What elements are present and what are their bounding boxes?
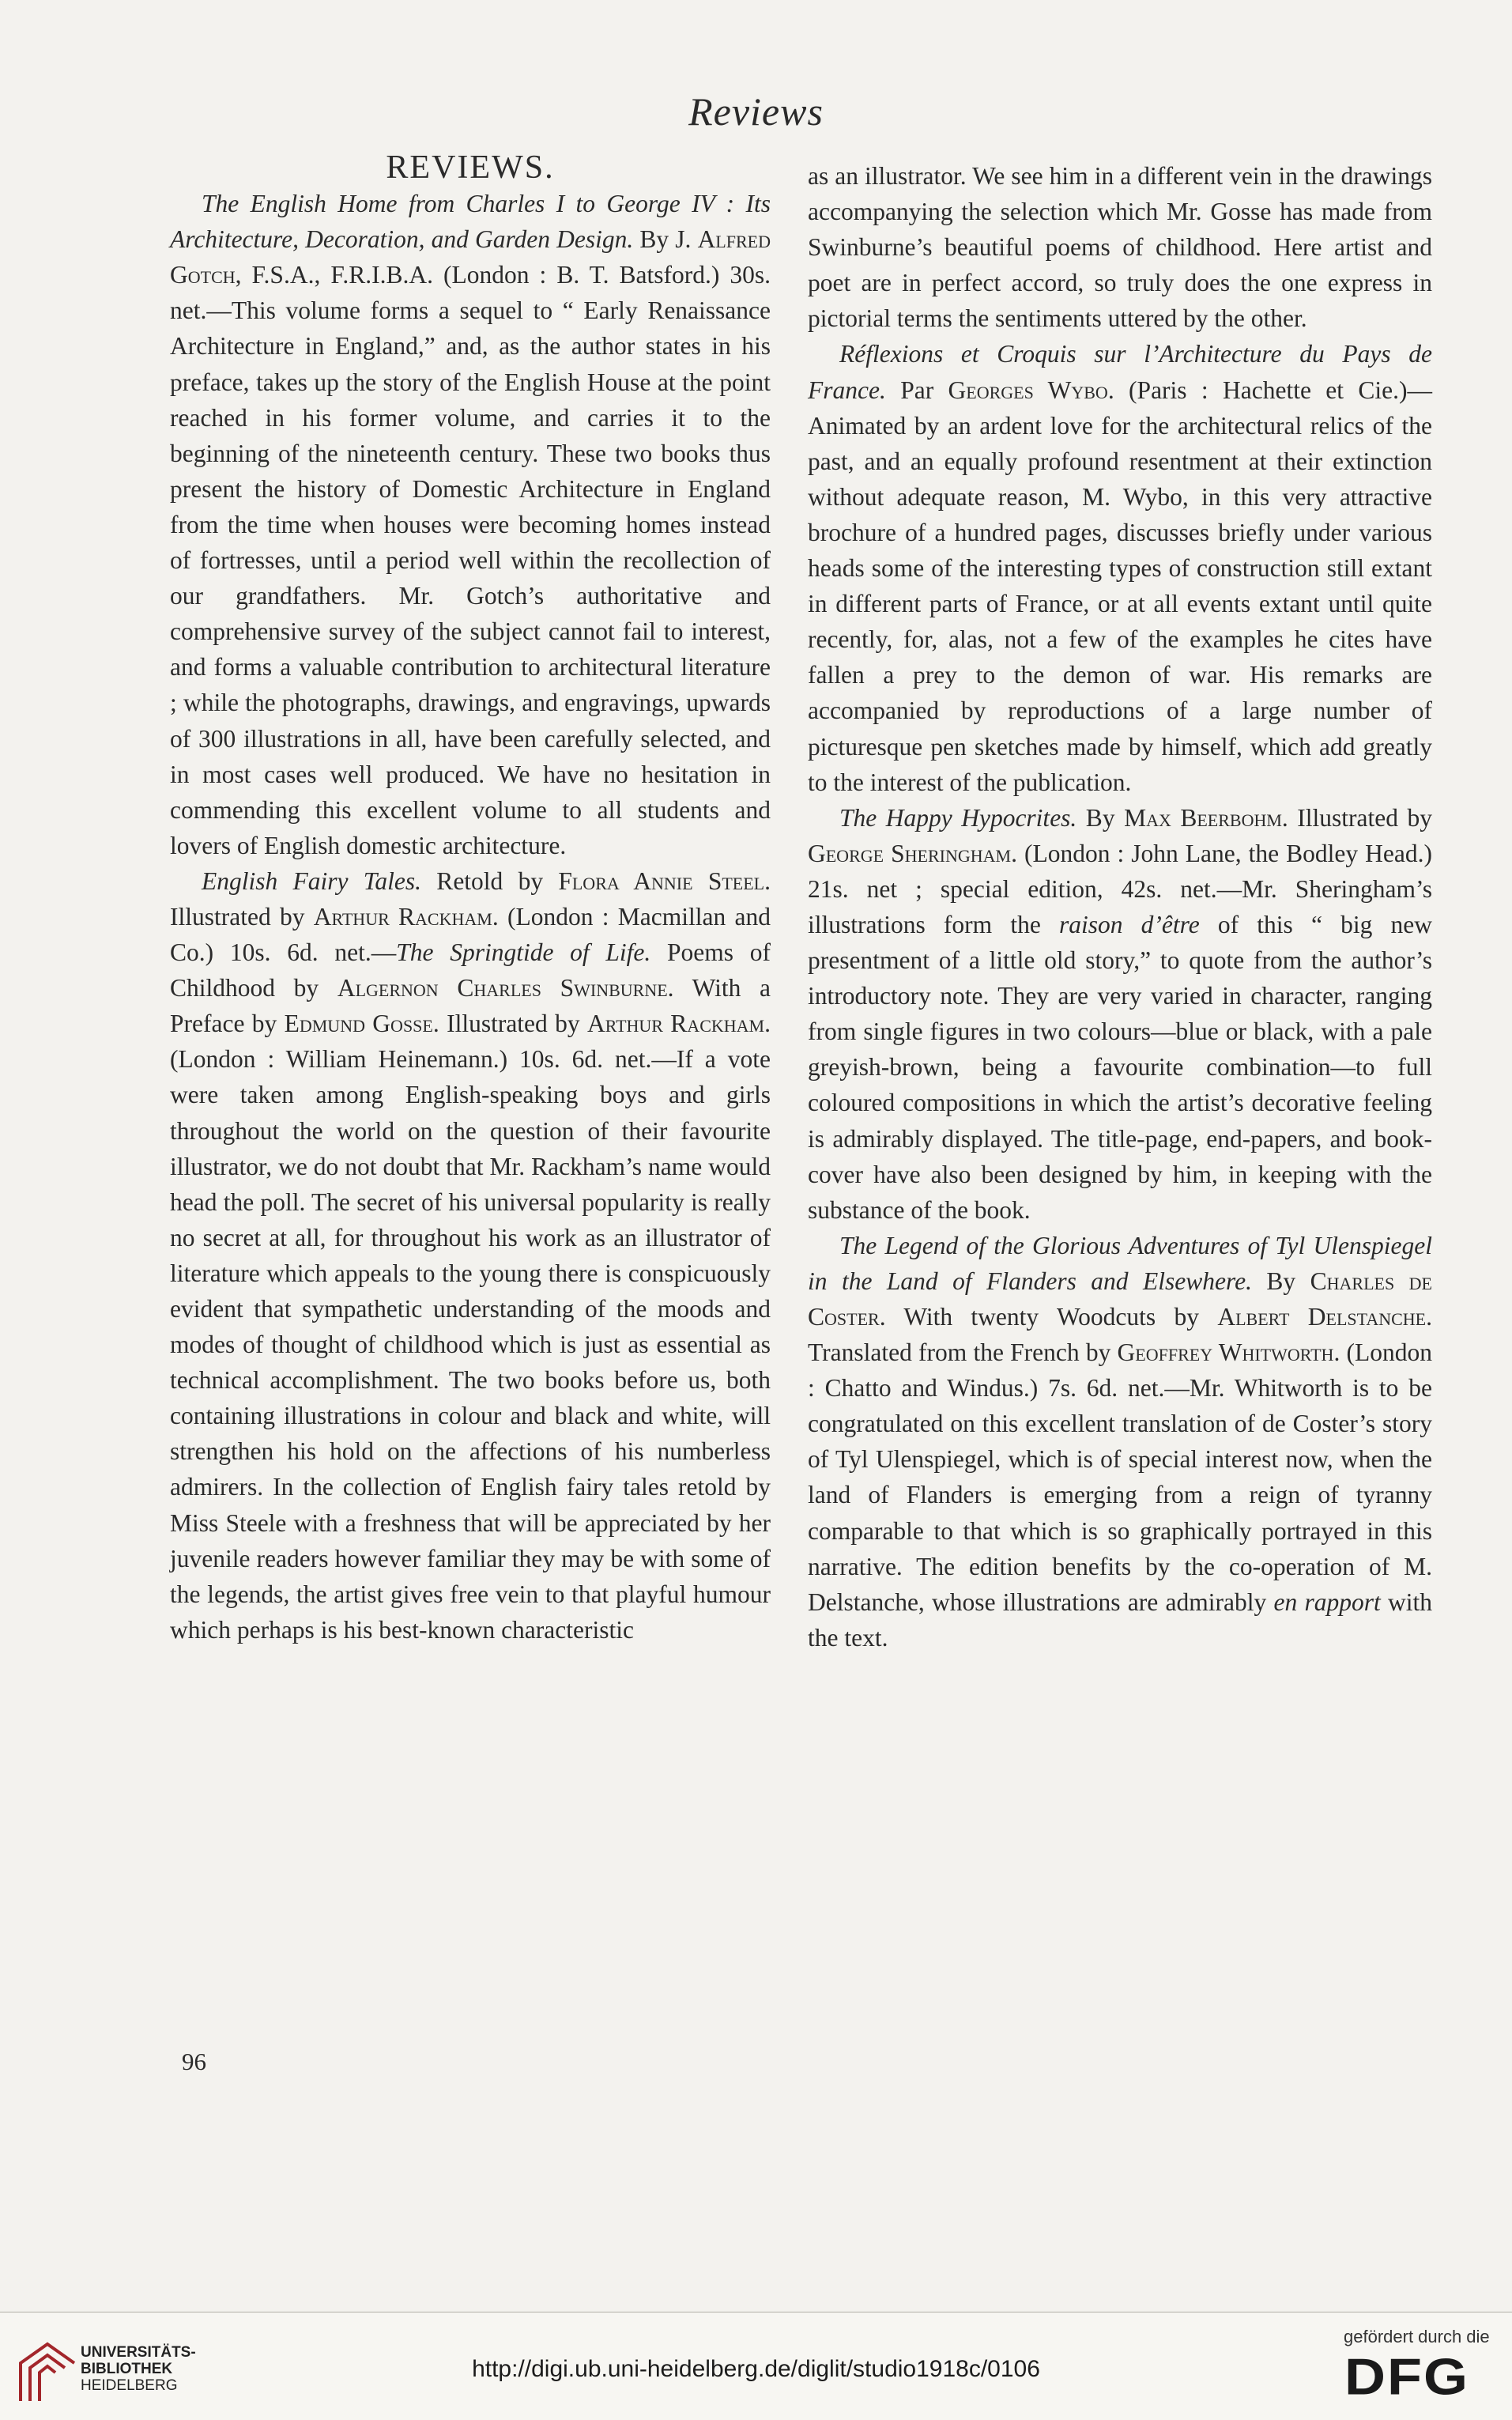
prefacer-name: Edmund Gosse [284, 1010, 433, 1038]
phrase-en-rapport: en rapport [1273, 1588, 1381, 1616]
illustrator-name: Albert Delstanche [1217, 1303, 1427, 1331]
review-text: , F.S.A., F.R.I.B.A. (London : B. T. Batsford.) 30s. net.—This volume forms a sequel to “ Early Renaissance Architecture in England,” and, as the author states in his preface, takes up the story of the English House at the point reached in his former volume, and carries it to the beginning of the nineteenth century. These two books thus present the history of Domestic Architecture in England from the time when houses were becoming homes instead of fortresses, until a period well within the recollection of our grandfathers. Mr. Gotch’s authoritative and comprehensive survey of the subject cannot fail to interest, and forms a valuable contribution to architectural literature ; while the photographs, drawings, and engravings, upwards of 300 illustrations in all, have been carefully selected, and in most cases well produced. We have no hesitation in commending this excellent volume to all students and lovers of English domestic architecture. [170, 261, 771, 859]
author-name: Max Beerbohm [1124, 803, 1282, 832]
source-url-link[interactable]: http://digi.ub.uni-heidelberg.de/diglit/studio1918c/0106 [472, 2356, 1040, 2382]
author-name: Georges Wybo [948, 376, 1108, 404]
book-title: The English Home from Charles I to George IV : Its Architecture, Decoration, and Garden Design. [170, 190, 771, 254]
section-title: REVIEWS. [386, 149, 555, 186]
translator-name: Geoffrey Whitworth [1117, 1338, 1334, 1367]
illustrator-name: Arthur Rackham [586, 1010, 765, 1038]
review-tyl-ulenspiegel: The Legend of the Glorious Adventures of Tyl Ulenspiegel in the Land of Flanders and Elsewhere. By Charles de Coster. With twenty Woodcuts by Albert Delstanche. Translated from the French by Geoffrey Whitworth. (London : Chatto and Windus.) 7s. 6d. net.—Mr. Whitworth is to be congratulated on this excellent translation of de Coster’s story of Tyl Ulenspiegel, which is of special interest now, when the land of Flanders is emerging from a reign of tyranny comparable to that which is so graphically portrayed in this narrative. The edition benefits by the co-operation of M. Delstanche, whose illustrations are admirably en rapport with the text. [808, 1231, 1432, 1652]
running-head: Reviews [688, 89, 824, 134]
illustrator-name: Arthur Rackham [313, 902, 492, 931]
review-english-fairy-tales: English Fairy Tales. Retold by Flora Annie Steel. Illustrated by Arthur Rackham. (London : Macmillan and Co.) 10s. 6d. net.—The Springtide of Life. Poems of Childhood by Algernon Charles Swinburne. With a Preface by Edmund Gosse. Illustrated by Arthur Rackham. (London : William Heinemann.) 10s. 6d. net.—If a vote were taken among English-speaking boys and girls throughout the world on the question of their favourite illustrator, we do not doubt that Mr. Rackham’s name would head the poll. The secret of his universal popularity is really no secret at all, for throughout his work as an illustrator of literature which appeals to the young there is conspicuously evident that sympathetic understanding of the moods and modes of thought of childhood which is just as essential as technical accomplishment. The two books before us, both containing illustrations in colour and black and white, will strengthen his hold on the affections of his numberless admirers. In the collection of English fairy tales retold by Miss Steele with a freshness that will be appreciated by her juvenile readers however familiar they may be with some of the legends, the artist gives free vein to that playful humour which perhaps is his best-known characteristic [170, 866, 771, 1644]
page-number: 96 [182, 2048, 206, 2075]
book-title: Réflexions et Croquis sur l’Architecture du Pays de France. [808, 340, 1432, 404]
book-title: English Fairy Tales. [202, 866, 422, 895]
book-title: The Legend of the Glorious Adventures of Tyl Ulenspiegel in the Land of Flanders and Elsewhere. [808, 1231, 1432, 1295]
phrase-raison-detre: raison d’être [1058, 910, 1200, 938]
funding-caption: gefördert durch die [1344, 2327, 1490, 2346]
illustrator-name: George Sheringham [808, 839, 1012, 867]
review-text: of this “ big new presentment of a little old story,” to quote from the author’s introductory note. They are very varied in character, ranging from single figures in two colours—blue or black, with a pale greyish-brown, being a favourite combination—to full coloured compositions in which the artist’s decorative feeling is admirably displayed. The title-page, end-papers, and book-cover have also been designed by him, in keeping with the substance of the book. [808, 910, 1433, 1224]
book-title: The Springtide of Life. [396, 938, 651, 967]
review-reflexions: Réflexions et Croquis sur l’Architecture du Pays de France. Par Georges Wybo. (Paris : Hachette et Cie.)—Animated by an ardent love for the architectural relics of the past, and an equally profound resentment at their extinction without adequate reason, M. Wybo, in this very attractive brochure of a hundred pages, discusses briefly under various heads some of the interesting types of construction still extant in different parts of France, or at all events extant until quite recently, for, alas, not a few of the examples he cites have fallen a prey to the demon of war. His remarks are accompanied by reproductions of a large number of picturesque pen sketches made by himself, which add greatly to the interest of the publication. [808, 340, 1432, 796]
right-column [808, 158, 1432, 1655]
review-text: . (Paris : Hachette et Cie.)—Animated by an ardent love for the architectural relics of the past, and an equally profound resentment at their extinction without adequate reason, M. Wybo, in this very attractive brochure of a hundred pages, discusses briefly under various heads some of the interesting types of construction still extant in different parts of France, or at all events extant until quite recently, for, alas, not a few of the examples he cites have fallen a prey to the demon of war. His remarks are accompanied by reproductions of a large number of picturesque pen sketches made by himself, which add greatly to the interest of the publication. [808, 376, 1432, 796]
left-column [170, 150, 771, 1648]
review-happy-hypocrites: The Happy Hypocrites. By Max Beerbohm. Illustrated by George Sheringham. (London : John Lane, the Bodley Head.) 21s. net ; special edition, 42s. net.—Mr. Sheringham’s illustrations form the raison d’être of this “ big new presentment of a little old story,” to quote from the author’s introductory note. They are very varied in character, ranging from single figures in two colours—blue or black, with a pale greyish-brown, being a favourite combination—to full coloured compositions in which the artist’s decorative feeling is admirably displayed. The title-page, end-papers, and book-cover have also been designed by him, in keeping with the substance of the book. [808, 803, 1433, 1224]
author-name: Algernon Charles Swinburne [337, 974, 668, 1002]
review-english-home: The English Home from Charles I to George IV : Its Architecture, Decoration, and Garden Design. By J. Alfred Gotch, F.S.A., F.R.I.B.A. (London : B. T. Batsford.) 30s. net.—This volume forms a sequel to “ Early Renaissance Architecture in England,” and, as the author states in his preface, takes up the story of the English House at the point reached in his former volume, and carries it to the beginning of the nineteenth century. These two books thus present the history of Domestic Architecture in England from the time when houses were becoming homes instead of fortresses, until a period well within the recollection of our grandfathers. Mr. Gotch’s authoritative and comprehensive survey of the subject cannot fail to interest, and forms a valuable contribution to architectural literature ; while the photographs, drawings, and engravings, upwards of 300 illustrations in all, have been carefully selected, and in most cases well produced. We have no hesitation in commending this excellent volume to all students and lovers of English domestic architecture. [170, 190, 771, 859]
library-name: UNIVERSITÄTS- BIBLIOTHEK HEIDELBERG [81, 2344, 196, 2394]
review-text: . (London : William Heinemann.) 10s. 6d. net.—If a vote were taken among English-speaking boys and girls throughout the world on the question of their favourite illustrator, we do not doubt that Mr. Rackham’s name would head the poll. The secret of his universal popularity is really no secret at all, for throughout his work as an illustrator of literature which appeals to the young there is conspicuously evident that sympathetic understanding of the moods and modes of thought of childhood which is just as essential as technical accomplishment. The two books before us, both containing illustrations in colour and black and white, will strengthen his hold on the affections of his numberless admirers. In the collection of English fairy tales retold by Miss Steele with a freshness that will be appreciated by her juvenile readers however familiar they may be with some of the legends, the artist gives free vein to that playful humour which perhaps is his best-known characteristic [170, 1010, 771, 1644]
review-continuation: as an illustrator. We see him in a different vein in the drawings accompanying the selection which Mr. Gosse has made from Swinburne’s beautiful poems of childhood. Here artist and poet are in perfect accord, so truly does the one express in pictorial terms the sentiments uttered by the other. [808, 162, 1432, 333]
dfg-logo: DFG [1344, 2348, 1469, 2406]
book-title: The Happy Hypocrites. [839, 803, 1077, 832]
author-name: Flora Annie Steel [558, 866, 765, 895]
author-name: Alfred Gotch [170, 225, 771, 289]
author-name: Charles de Coster [808, 1267, 1432, 1331]
review-text: with the text. [808, 1588, 1432, 1652]
